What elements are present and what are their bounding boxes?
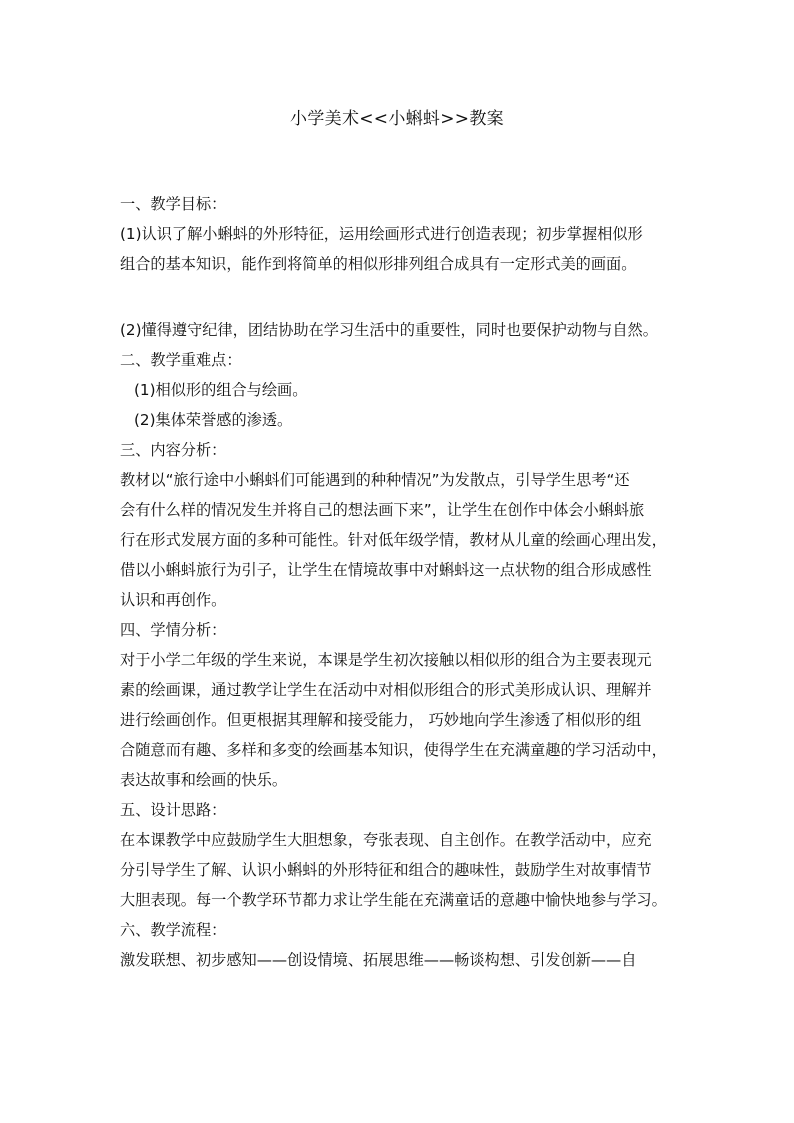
paragraph-line: 认识和再创作。 xyxy=(120,591,227,609)
paragraph-line: 分引导学生了解、认识小蝌蚪的外形特征和组合的趣味性，鼓励学生对故事情节 xyxy=(120,861,652,879)
paragraph-line: 进行绘画创作。但更根据其理解和接受能力， 巧妙地向学生渗透了相似形的组 xyxy=(120,711,642,729)
section-heading-teaching-process: 六、教学流程： xyxy=(120,921,227,939)
paragraph-line: 借以小蝌蚪旅行为引子，让学生在情境故事中对蝌蚪这一点状物的组合形成感性 xyxy=(120,561,652,579)
paragraph-line: 大胆表现。每一个教学环节都力求让学生能在充满童话的意趣中愉快地参与学习。 xyxy=(120,891,667,909)
document-title: 小学美术<<小蝌蚪>>教案 xyxy=(290,109,504,129)
list-item: (1)相似形的组合与绘画。 xyxy=(134,381,308,399)
paragraph-line: 组合的基本知识，能作到将简单的相似形排列组合成具有一定形式美的画面。 xyxy=(120,255,637,273)
paragraph-line: 激发联想、初步感知——创设情境、拓展思维——畅谈构想、引发创新——自 xyxy=(120,951,637,969)
section-heading-key-points: 二、教学重难点： xyxy=(120,351,242,369)
section-heading-content-analysis: 三、内容分析： xyxy=(120,441,227,459)
paragraph-line: (2)懂得遵守纪律，团结协助在学习生活中的重要性，同时也要保护动物与自然。 xyxy=(120,321,658,339)
paragraph-line: 在本课教学中应鼓励学生大胆想象，夸张表现、自主创作。在教学活动中，应充 xyxy=(120,831,652,849)
paragraph-line: 对于小学二年级的学生来说，本课是学生初次接触以相似形的组合为主要表现元 xyxy=(120,651,652,669)
paragraph-line: 合随意而有趣、多样和多变的绘画基本知识，使得学生在充满童趣的学习活动中， xyxy=(120,741,667,759)
list-item: (2)集体荣誉感的渗透。 xyxy=(134,411,293,429)
paragraph-line: 教材以“旅行途中小蝌蚪们可能遇到的种种情况”为发散点，引导学生思考“还 xyxy=(120,471,630,489)
document-body xyxy=(120,189,680,975)
section-heading-design-ideas: 五、设计思路： xyxy=(120,801,227,819)
paragraph-line: 行在形式发展方面的多种可能性。针对低年级学情，教材从儿童的绘画心理出发， xyxy=(120,531,667,549)
paragraph-line: 表达故事和绘画的快乐。 xyxy=(120,771,288,789)
section-heading-objectives: 一、教学目标： xyxy=(120,195,227,213)
section-heading-learner-analysis: 四、学情分析： xyxy=(120,621,227,639)
paragraph-line: 素的绘画课，通过教学让学生在活动中对相似形组合的形式美形成认识、理解并 xyxy=(120,681,652,699)
blank-line xyxy=(120,279,680,315)
paragraph-line: (1)认识了解小蝌蚪的外形特征，运用绘画形式进行创造表现；初步掌握相似形 xyxy=(120,225,643,243)
paragraph-line: 会有什么样的情况发生并将自己的想法画下来”，让学生在创作中体会小蝌蚪旅 xyxy=(120,501,645,519)
